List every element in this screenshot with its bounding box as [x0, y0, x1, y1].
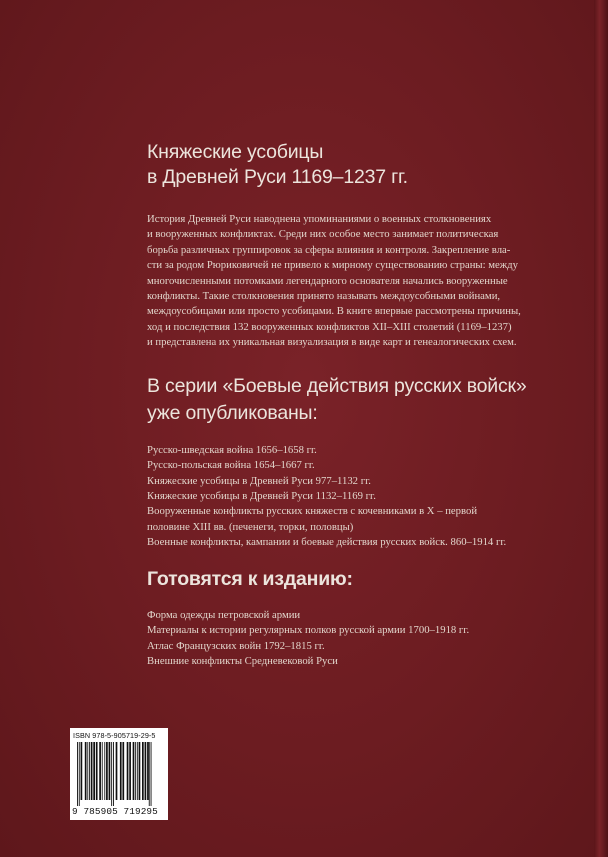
series-heading-line-2: уже опубликованы: [147, 401, 318, 424]
upcoming-list [147, 608, 557, 670]
published-list [147, 443, 557, 551]
book-title [147, 140, 557, 190]
isbn-digits: 9 785905 719295 [72, 806, 158, 817]
published-item: Княжеские усобицы в Древней Руси 1132–1169 гг. [147, 490, 376, 503]
published-item: половине XIII вв. (печенеги, торки, половцы) [147, 520, 354, 533]
upcoming-item: Атлас Французских войн 1792–1815 гг. [147, 639, 325, 652]
book-title-line-2: в Древней Руси 1169–1237 гг. [147, 166, 408, 188]
cover-edge [594, 0, 608, 857]
published-item: Русско-польская война 1654–1667 гг. [147, 459, 315, 472]
book-title-line-1: Княжеские усобицы [147, 141, 324, 163]
published-item: Военные конфликты, кампании и боевые действия русских войск. 860–1914 гг. [147, 536, 507, 549]
description-line: конфликты. Такие столкновения принято называть междоусобными войнами, [147, 290, 501, 303]
upcoming-item: Внешние конфликты Средневековой Руси [147, 655, 338, 668]
published-item: Русско-шведская война 1656–1658 гг. [147, 443, 317, 456]
published-item: Вооруженные конфликты русских княжеств с кочевниками в X – первой [147, 505, 478, 518]
upcoming-item: Материалы к истории регулярных полков русской армии 1700–1918 гг. [147, 624, 470, 637]
barcode-bars-icon [75, 742, 163, 806]
description-line: ход и последствия 132 вооруженных конфликтов XII–XIII столетий (1169–1237) [147, 320, 512, 333]
upcoming-heading: Готовятся к изданию: [147, 567, 353, 590]
series-heading-line-1: В серии «Боевые действия русских войск» [147, 374, 527, 397]
description-line: многочисленными потомками легендарного основателя начались вооруженные [147, 274, 508, 287]
upcoming-item: Форма одежды петровской армии [147, 608, 301, 621]
isbn-label: ISBN 978-5-905719-29-5 [73, 731, 156, 740]
description-line: и вооруженных конфликтах. Среди них особое место занимает политическая [147, 228, 499, 241]
series-heading [147, 373, 557, 427]
published-item: Княжеские усобицы в Древней Руси 977–1132 гг. [147, 474, 371, 487]
description-line: борьба различных группировок за сферы влияния и контроля. Закрепление вла- [147, 243, 511, 256]
description-line: междоусобицами или просто усобицами. В книге впервые рассмотрены причины, [147, 305, 521, 318]
description-line: сти за родом Рюриковичей не привело к мирному существованию страны: между [147, 259, 518, 272]
cover-text-block [147, 140, 557, 680]
description-line: История Древней Руси наводнена упоминаниями о военных столкновениях [147, 213, 492, 225]
description-line: и представлена их уникальная визуализация в виде карт и генеалогических схем. [147, 336, 517, 349]
isbn-barcode [70, 728, 168, 820]
book-description [147, 212, 557, 351]
